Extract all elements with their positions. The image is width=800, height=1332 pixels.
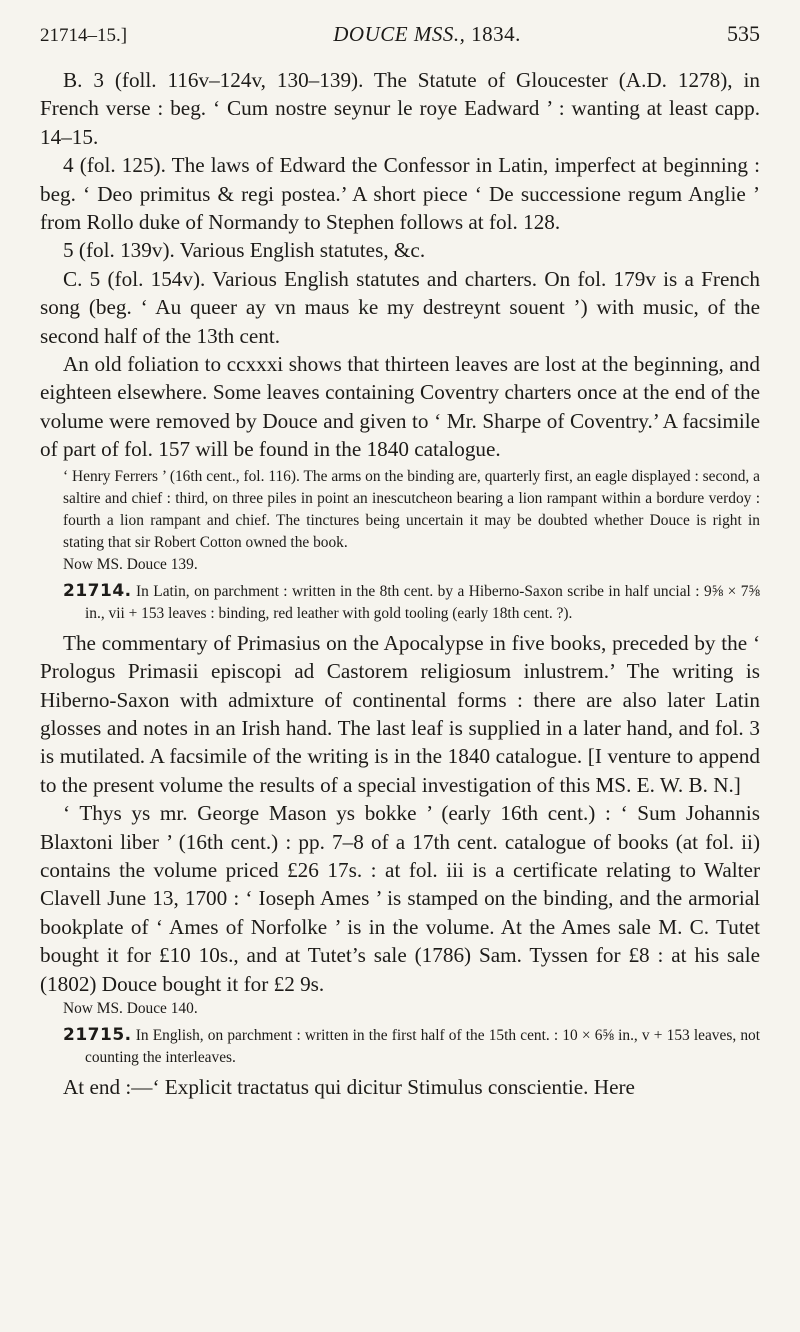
page-number: 535: [727, 21, 760, 46]
entry-21714-paragraph-2: ‘ Thys ys mr. George Mason ys bokke ’ (early 16th cent.) : ‘ Sum Johannis Blaxtoni liber ’ (16th cent.) : pp. 7–8 of a 17th cent. catalogue of books (at fol. ii) contains the volume priced £26 17s. : at fol. iii is a certificate relating to Walter Clavell June 13, 1700 : ‘ Ioseph Ames ’ is stamped on the binding, and the armorial bookplate of ‘ Ames of Norfolke ’ is in the volume. At the Ames sale M. C. Tutet bought it for £10 10s., and at Tutet’s sale (1786) Sam. Tyssen for £8 : at his sale (1802) Douce bought it for £2 9s.: [40, 801, 760, 996]
header-year: 1834.: [471, 22, 521, 46]
entry-21715-description: In English, on parchment : written in the first half of the 15th cent. : 10 × 6⅝ in., v + 153 leaves, not counting the interleaves.: [85, 1026, 760, 1066]
header-title-text: DOUCE MSS.,: [333, 22, 466, 46]
header-range: 21714–15.]: [40, 25, 128, 46]
item-4: 4 (fol. 125). The laws of Edward the Confessor in Latin, imperfect at beginning : beg. ‘ Deo primitus & regi postea.’ A short piece ‘ De successione regum Anglie ’ from Rollo duke of Normandy to Stephen follows at fol. 128.: [40, 153, 760, 235]
item-5: 5 (fol. 139v). Various English statutes, &c.: [63, 238, 426, 263]
shelfmark-140: Now MS. Douce 140.: [63, 999, 198, 1017]
shelfmark-139: Now MS. Douce 139.: [63, 555, 198, 573]
foliation-paragraph: An old foliation to ccxxxi shows that thirteen leaves are lost at the beginning, and eighteen elsewhere. Some leaves containing Coventry charters once at the end of the volume were removed by Douce and given to ‘ Mr. Sharpe of Coventry.’ A facsimile of part of fol. 157 will be found in the 1840 catalogue.: [40, 352, 760, 462]
provenance-note: [40, 466, 760, 554]
item-c5: C. 5 (fol. 154v). Various English statutes and charters. On fol. 179v is a French song (beg. ‘ Au queer ay vn maus ke my destreynt souent ’) with music, of the second half of the 13th cent.: [40, 266, 760, 348]
running-header: [40, 20, 760, 50]
entry-21714-description: In Latin, on parchment : written in the 8th cent. by a Hiberno-Saxon scribe in half uncial : 9⅝ × 7⅝ in., vii + 153 leaves : binding, red leather with gold tooling (early 18th cent. ?).: [85, 582, 760, 622]
entry-21715-number: 21715.: [63, 1024, 132, 1045]
entry-21715-paragraph-1: At end :—‘ Explicit tractatus qui dicitur Stimulus conscientie. Here: [63, 1074, 635, 1099]
entry-21714-header: [40, 580, 760, 625]
ferrers-note: ‘ Henry Ferrers ’ (16th cent., fol. 116). The arms on the binding are, quarterly first, an eagle displayed : second, a saltire and chief : third, on three piles in point an inescutcheon bearing a lion rampant within a bordure verdoy : fourth a lion rampant and chief. The tinctures being uncertain it may be doubted whether Douce is right in stating that sir Robert Cotton owned the book.: [63, 467, 760, 551]
entry-21715-header: [40, 1024, 760, 1069]
entry-21714-paragraph-1: The commentary of Primasius on the Apocalypse in five books, preceded by the ‘ Prologus Primasii episcopi ad Castorem religiosum inlustrem.’ The writing is Hiberno-Saxon with admixture of continental forms : there are also later Latin glosses and notes in an Irish hand. The last leaf is supplied in a later hand, and fol. 3 is mutilated. A facsimile of the writing is in the 1840 catalogue. [I venture to append to the present volume the results of a special investigation of this MS. E. W. B. N.]: [40, 630, 760, 797]
header-title: [333, 20, 521, 48]
entry-21714-number: 21714.: [63, 580, 132, 601]
item-b3: B. 3 (foll. 116v–124v, 130–139). The Statute of Gloucester (A.D. 1278), in French verse : beg. ‘ Cum nostre seynur le roye Eadward ’ : wanting at least capp. 14–15.: [40, 68, 760, 149]
